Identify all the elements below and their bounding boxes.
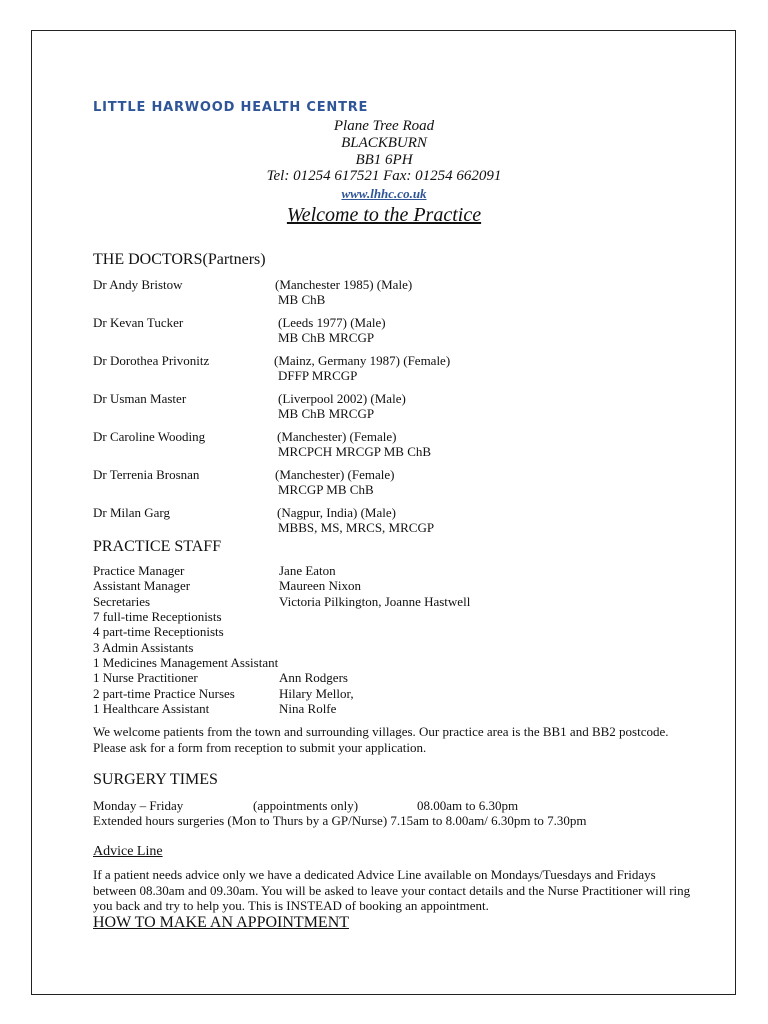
doctor-detail: (Manchester) (Female) (277, 429, 397, 444)
staff-name: Victoria Pilkington, Joanne Hastwell (279, 594, 471, 609)
staff-heading: PRACTICE STAFF (93, 538, 222, 555)
doctor-name: Dr Kevan Tucker (93, 315, 184, 330)
doctor-qualifications: MRCPCH MRCGP MB ChB (278, 444, 432, 459)
surgery-note: (appointments only) (253, 798, 359, 813)
staff-role: 3 Admin Assistants (93, 640, 194, 655)
staff-role: 1 Nurse Practitioner (93, 670, 198, 685)
staff-role: Secretaries (93, 594, 151, 609)
staff-role: 2 part-time Practice Nurses (93, 686, 235, 701)
doctor-qualifications: MRCGP MB ChB (278, 482, 374, 497)
address-street: Plane Tree Road (333, 118, 435, 134)
address-postcode: BB1 6PH (355, 152, 413, 168)
doctor-detail: (Leeds 1977) (Male) (278, 315, 386, 330)
advice-line-heading: Advice Line (93, 844, 163, 859)
doctor-qualifications: DFFP MRCGP (278, 368, 358, 383)
appointment-heading: HOW TO MAKE AN APPOINTMENT (93, 914, 350, 931)
staff-name: Nina Rolfe (279, 701, 337, 716)
surgery-times-heading: SURGERY TIMES (93, 771, 218, 788)
doctor-name: Dr Andy Bristow (93, 277, 183, 292)
address-town: BLACKBURN (341, 135, 427, 151)
doctor-qualifications: MB ChB MRCGP (278, 406, 375, 421)
staff-role: 7 full-time Receptionists (93, 609, 222, 624)
staff-role: 1 Healthcare Assistant (93, 701, 210, 716)
doctor-name: Dr Terrenia Brosnan (93, 467, 200, 482)
extended-hours: Extended hours surgeries (Mon to Thurs by a GP/Nurse) 7.15am to 8.00am/ 6.30pm to 7.30pm (93, 813, 587, 828)
website-link[interactable]: www.lhhc.co.uk (341, 186, 427, 201)
doctors-heading: THE DOCTORS(Partners) (93, 251, 266, 268)
staff-role: 1 Medicines Management Assistant (93, 655, 279, 670)
staff-name: Ann Rodgers (279, 670, 348, 685)
practice-name: LITTLE HARWOOD HEALTH CENTRE (93, 100, 369, 115)
doctor-name: Dr Usman Master (93, 391, 187, 406)
doctor-detail: (Manchester) (Female) (275, 467, 395, 482)
surgery-days: Monday – Friday (93, 798, 184, 813)
doctor-qualifications: MBBS, MS, MRCS, MRCGP (278, 520, 435, 535)
advice-line-text: If a patient needs advice only we have a dedicated Advice Line available on Mondays/Tuesdays and Fridays between 08.30am and 09.30am. You will be asked to leave your contact details and the Nurse Practitioner will ring you back and try to help you. This is INSTEAD of booking an appointment. (93, 867, 691, 913)
doctor-name: Dr Dorothea Privonitz (93, 353, 210, 368)
doctor-qualifications: MB ChB MRCGP (278, 330, 375, 345)
doctor-detail: (Nagpur, India) (Male) (277, 505, 396, 520)
doctor-name: Dr Caroline Wooding (93, 429, 206, 444)
doctor-detail: (Liverpool 2002) (Male) (278, 391, 406, 406)
doctor-detail: (Mainz, Germany 1987) (Female) (274, 353, 451, 368)
staff-role: Practice Manager (93, 563, 185, 578)
staff-name: Jane Eaton (279, 563, 336, 578)
staff-name: Hilary Mellor, (279, 686, 354, 701)
staff-role: Assistant Manager (93, 578, 191, 593)
surgery-hours: 08.00am to 6.30pm (417, 798, 519, 813)
contact-numbers: Tel: 01254 617521 Fax: 01254 662091 (266, 168, 502, 184)
welcome-title: Welcome to the Practice (286, 204, 482, 226)
practice-area-text: We welcome patients from the town and surrounding villages. Our practice area is the BB1 and BB2 postcode. Please ask for a form from reception to submit your application. (93, 724, 669, 755)
staff-role: 4 part-time Receptionists (93, 624, 224, 639)
staff-name: Maureen Nixon (279, 578, 361, 593)
doctor-name: Dr Milan Garg (93, 505, 171, 520)
doctor-qualifications: MB ChB (278, 292, 326, 307)
doctor-detail: (Manchester 1985) (Male) (275, 277, 413, 292)
